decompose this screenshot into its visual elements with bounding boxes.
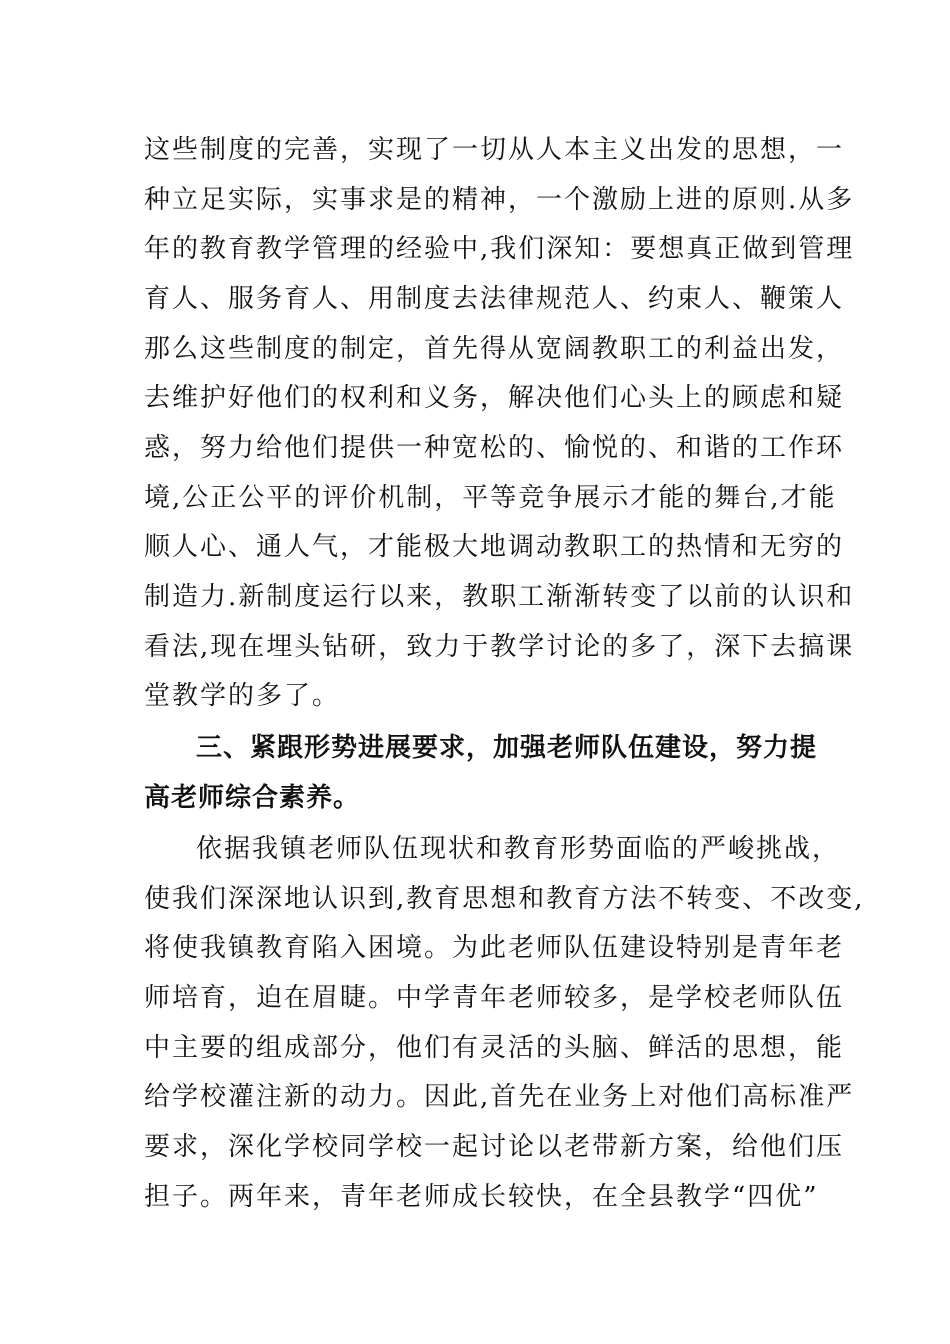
paragraph-1-line-3: 年的教育教学管理的经验中,我们深知：要想真正做到管理 — [144, 234, 855, 264]
paragraph-2-line-8: 担子。两年来，青年老师成长较快，在全县教学“四优” — [144, 1182, 819, 1212]
paragraph-1-line-5: 那么这些制度的制定，首先得从宽阔教职工的利益出发， — [144, 334, 845, 364]
paragraph-1-line-11: 看法,现在埋头钻研，致力于教学讨论的多了，深下去搞课 — [144, 632, 855, 662]
paragraph-1-line-9: 顺人心、通人气，才能极大地调动教职工的热情和无穷的 — [144, 532, 845, 562]
paragraph-1-line-4: 育人、服务育人、用制度去法律规范人、约束人、鞭策人 — [144, 284, 845, 314]
paragraph-1-line-12: 堂教学的多了。 — [144, 681, 341, 711]
section-heading-line-2: 高老师综合素养。 — [144, 783, 361, 813]
paragraph-2-line-7: 要求，深化学校同学校一起讨论以老带新方案，给他们压 — [144, 1132, 845, 1162]
paragraph-1-line-6: 去维护好他们的权利和义务，解决他们心头上的顾虑和疑 — [144, 383, 845, 413]
paragraph-2-line-4: 师培育，迫在眉睫。中学青年老师较多，是学校老师队伍 — [144, 983, 845, 1013]
paragraph-2-line-6: 给学校灌注新的动力。因此,首先在业务上对他们高标准严 — [144, 1082, 855, 1112]
paragraph-1-line-7: 惑，努力给他们提供一种宽松的、愉悦的、和谐的工作环 — [144, 433, 845, 463]
paragraph-1-line-8: 境,公正公平的评价机制，平等竞争展示才能的舞台,才能 — [144, 483, 837, 513]
paragraph-2-line-5: 中主要的组成部分，他们有灵活的头脑、鲜活的思想，能 — [144, 1033, 845, 1063]
paragraph-2-line-1: 依据我镇老师队伍现状和教育形势面临的严峻挑战， — [196, 834, 841, 864]
paragraph-2-line-2: 使我们深深地认识到,教育思想和教育方法不转变、不改变, — [144, 884, 865, 914]
paragraph-1-line-1: 这些制度的完善，实现了一切从人本主义出发的思想，一 — [144, 135, 845, 165]
paragraph-2-line-3: 将使我镇教育陷入困境。为此老师队伍建设特别是青年老 — [144, 933, 845, 963]
paragraph-1-line-10: 制造力.新制度运行以来，教职工渐渐转变了以前的认识和 — [144, 582, 855, 612]
paragraph-1-line-2: 种立足实际，实事求是的精神，一个激励上进的原则.从多 — [144, 185, 855, 215]
section-heading-line-1: 三、紧跟形势进展要求，加强老师队伍建设，努力提 — [196, 733, 818, 763]
